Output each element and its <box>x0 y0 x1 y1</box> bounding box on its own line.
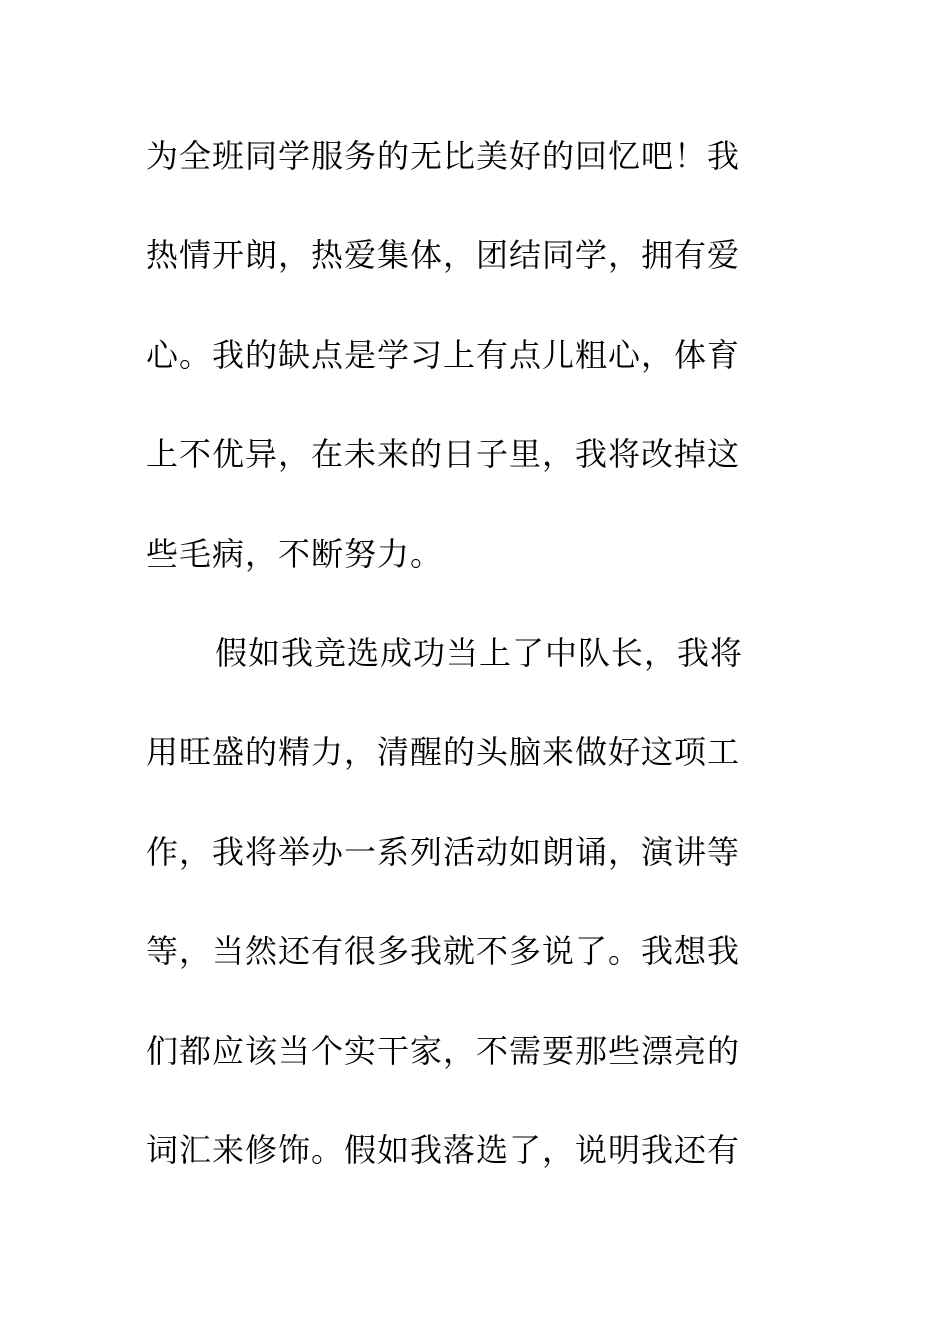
text-line: 上不优异，在未来的日子里，我将改掉这 <box>146 435 741 474</box>
body-text <box>146 124 786 1217</box>
text-line: 心。我的缺点是学习上有点儿粗心，体育 <box>146 335 741 374</box>
text-line: 用旺盛的精力，清醒的头脑来做好这项工 <box>146 733 741 772</box>
paragraph-first-line: 假如我竞选成功当上了中队长，我将 <box>215 633 744 672</box>
text-line: 等，当然还有很多我就不多说了。我想我 <box>146 932 741 971</box>
text-line: 些毛病，不断努力。 <box>146 534 444 573</box>
text-line: 们都应该当个实干家，不需要那些漂亮的 <box>146 1031 741 1070</box>
text-line: 为全班同学服务的无比美好的回忆吧！我 <box>146 137 741 175</box>
text-line: 词汇来修饰。假如我落选了，说明我还有 <box>146 1130 741 1169</box>
text-line: 作，我将举办一系列活动如朗诵，演讲等 <box>146 832 741 871</box>
text-line: 热情开朗，热爱集体，团结同学，拥有爱 <box>146 236 741 275</box>
